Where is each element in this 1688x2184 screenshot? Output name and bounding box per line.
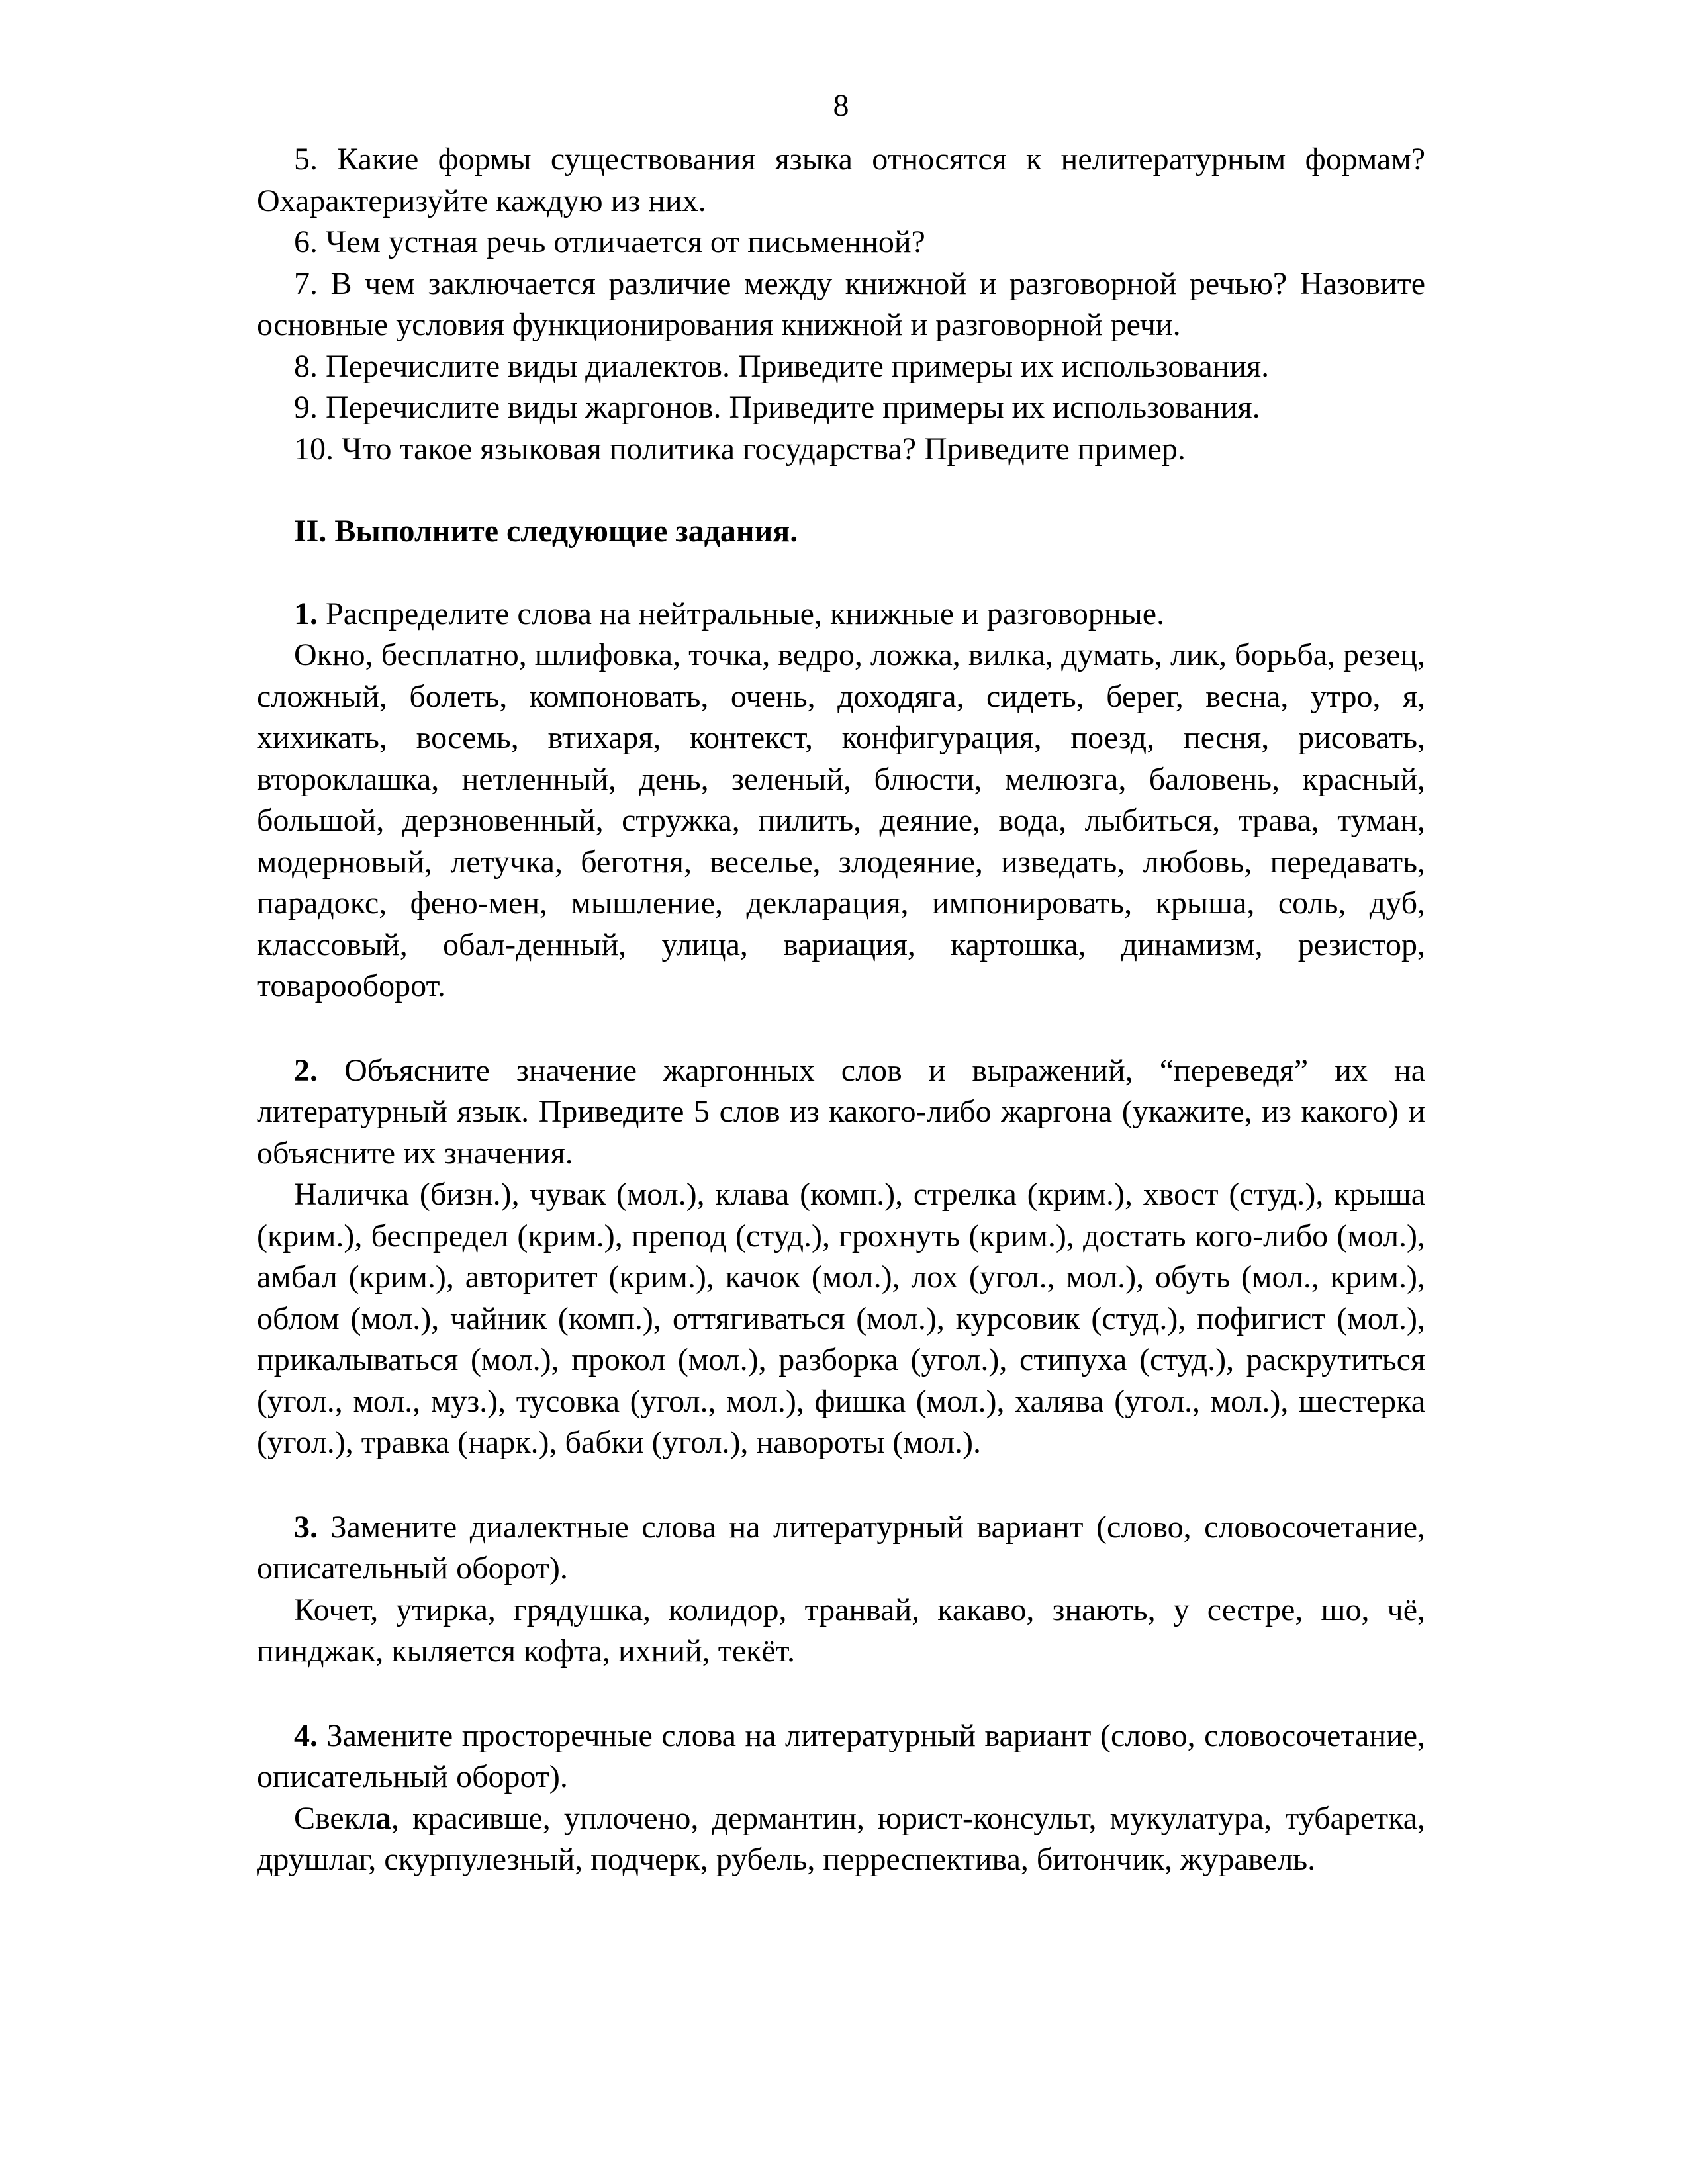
task-4-body-rest: , красивше, уплочено, дермантин, юрист-консульт, мукулатура, тубаретка, друшлаг, скурпулезный, подчерк, рубель, перреспектива, битончик, журавель. <box>257 1800 1425 1877</box>
question-10: 10. Что такое языковая политика государства? Приведите пример. <box>294 431 1186 467</box>
task-4-instruction-text: Замените просторечные слова на литературный вариант (слово, словосочетание, описательный оборот). <box>257 1717 1425 1794</box>
question-8: 8. Перечислите виды диалектов. Приведите примеры их использования. <box>294 348 1270 384</box>
task-2-instruction <box>257 1050 1425 1175</box>
task-1-number: 1. <box>294 596 318 631</box>
task-3-body: Кочет, утирка, грядушка, колидор, транвай, какаво, знають, у сестре, шо, чё, пинджак, кыляется кофта, ихний, текёт. <box>257 1592 1425 1668</box>
task-4-body-stress: а <box>375 1800 391 1836</box>
task-1-instruction <box>257 594 1425 635</box>
task-3-instruction <box>257 1507 1425 1590</box>
question-7: 7. В чем заключается различие между книжной и разговорной речью? Назовите основные условия функционирования книжной и разговорной речи. <box>257 265 1425 342</box>
task-2-number: 2. <box>294 1052 318 1088</box>
question-9: 9. Перечислите виды жаргонов. Приведите примеры их использования. <box>294 390 1260 425</box>
task-2-instruction-text: Объясните значение жаргонных слов и выражений, “переведя” их на литературный язык. Приведите 5 слов из какого-либо жаргона (укажите, из какого) и объясните их значения. <box>257 1052 1426 1171</box>
question-5: 5. Какие формы существования языка относятся к нелитературным формам? Охарактеризуйте каждую из них. <box>257 142 1425 218</box>
page-number: 8 <box>833 88 849 123</box>
task-3-instruction-text: Замените диалектные слова на литературный вариант (слово, словосочетание, описательный оборот). <box>257 1509 1426 1586</box>
task-4-instruction <box>257 1715 1425 1798</box>
document-page <box>257 86 1425 1881</box>
task-2-body: Наличка (бизн.), чувак (мол.), клава (комп.), стрелка (крим.), хвост (студ.), крыша (крим.), беспредел (крим.), препод (студ.), грохнуть (крим.), достать кого-либо (мол.), амбал (крим.), авторитет (крим.), качок (мол.), лох (угол., мол.), обуть (мол., крим.), облом (мол.), чайник (комп.), оттягиваться (мол.), курсовик (студ.), пофигист (мол.), прикалываться (мол.), прокол (мол.), разборка (угол.), стипуха (студ.), раскрутиться (угол., мол., муз.), тусовка (угол., мол.), фишка (мол.), халява (угол., мол.), шестерка (угол.), травка (нарк.), бабки (угол.), навороты (мол.). <box>257 1177 1425 1460</box>
spacer <box>257 1007 1425 1050</box>
question-6: 6. Чем устная речь отличается от письменной? <box>294 224 925 259</box>
spacer <box>257 1672 1425 1715</box>
task-4-body <box>257 1798 1425 1881</box>
task-4-number: 4. <box>294 1717 318 1753</box>
task-1-instruction-text: Распределите слова на нейтральные, книжные и разговорные. <box>326 596 1165 631</box>
task-1-body: Окно, бесплатно, шлифовка, точка, ведро, ложка, вилка, думать, лик, борьба, резец, сложный, болеть, компоновать, очень, доходяга, сидеть, берег, весна, утро, я, хихикать, восемь, втихаря, контекст, конфигурация, поезд, песня, рисовать, второклашка, нетленный, день, зеленый, блюсти, мелюзга, баловень, красный, большой, дерзновенный, стружка, пилить, деяние, вода, лыбиться, трава, туман, модерновый, летучка, беготня, веселье, злодеяние, изведать, любовь, передавать, парадокс, фено-мен, мышление, декларация, импонировать, крыша, соль, дуб, классовый, обал-денный, улица, вариация, картошка, динамизм, резистор, товарооборот. <box>257 637 1425 1003</box>
spacer <box>257 1464 1425 1507</box>
task-3-number: 3. <box>294 1509 318 1545</box>
task-4-body-prefix: Свекл <box>294 1800 375 1836</box>
section-heading: II. Выполните следующие задания. <box>294 514 798 549</box>
